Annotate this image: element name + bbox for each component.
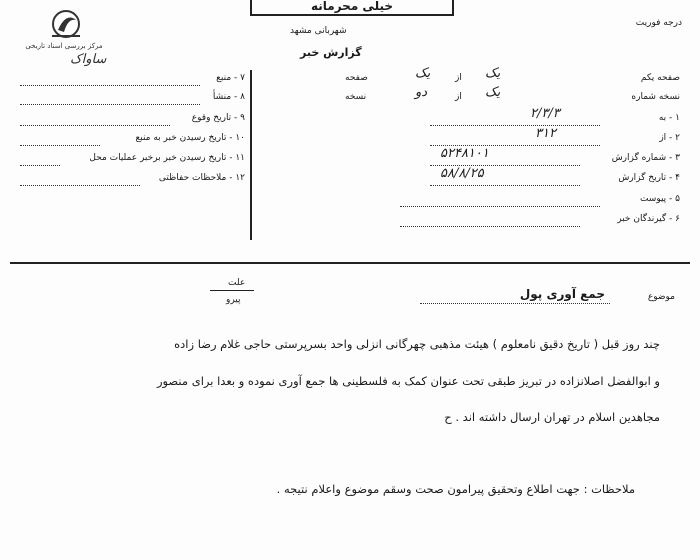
- field-security-notes-label: ۱۲ - ملاحظات حفاظتی: [158, 173, 245, 183]
- field-recipients-dots: [400, 225, 580, 227]
- subject-side-label-2: پیرو: [226, 295, 241, 305]
- subject-value: جمع آوری پول: [519, 287, 605, 301]
- field-from-label: ۲ - از: [659, 133, 680, 143]
- field-to-value: ۲/۳/۳: [530, 106, 560, 121]
- archive-logo: [14, 8, 114, 54]
- page-of-label: از: [455, 73, 462, 83]
- field-report-number-value: ۵۲۴۸۱۰۱: [440, 146, 489, 161]
- copy-total-handwritten: دو: [415, 85, 428, 100]
- department-label: شهربانی مشهد: [290, 26, 347, 36]
- copy-word: نسخه: [345, 92, 367, 102]
- field-page-label: صفحه یکم: [640, 73, 680, 83]
- field-origin-label: ۸ - منشأ: [212, 92, 245, 102]
- column-divider: [250, 70, 252, 240]
- field-origin-dots: [20, 103, 200, 105]
- field-report-number-label: ۳ - شماره گزارش: [611, 153, 680, 163]
- field-source-received-label: ۱۰ - تاریخ رسیدن خبر به منبع: [135, 133, 245, 143]
- subject-side-rule: [210, 290, 254, 291]
- archive-emblem-icon: [14, 8, 114, 42]
- field-to-dots: [430, 124, 600, 126]
- field-event-date-label: ۹ - تاریخ وقوع: [191, 113, 245, 123]
- field-attachment-label: ۵ - پیوست: [639, 194, 680, 204]
- field-source-received-dots: [20, 144, 100, 146]
- page-word: صفحه: [345, 73, 368, 83]
- body-line-2: و ابوالفضل اصلانزاده در تبریز طبقی تحت عنوان کمک به فلسطینی ها جمع آوری نموده و بعدا برای منصور: [156, 374, 660, 388]
- field-recipients-label: ۶ - گیرندگان خبر: [617, 214, 680, 224]
- field-local-received-dots: [20, 164, 60, 166]
- subject-label: موضوع: [647, 292, 675, 302]
- field-attachment-dots: [400, 205, 600, 207]
- field-from-value: ۳۱۲: [535, 126, 556, 141]
- field-to-label: ۱ - به: [658, 113, 680, 123]
- remark-text: ملاحظات : جهت اطلاع وتحقیق پیرامون صحت وسقم موضوع واعلام نتیجه .: [276, 482, 635, 496]
- field-local-received-label: ۱۱ - تاریخ رسیدن خبر برخبر عملیات محل: [89, 153, 245, 163]
- field-security-notes-dots: [20, 184, 140, 186]
- copy-of-label: از: [455, 92, 462, 102]
- field-event-date-dots: [20, 124, 170, 126]
- field-report-date-label: ۴ - تاریخ گزارش: [618, 173, 680, 183]
- handwritten-note: ساواک: [70, 52, 107, 67]
- page-number-handwritten: یک: [485, 66, 501, 81]
- classification-stamp: خیلی محرمانه: [250, 0, 454, 16]
- field-source-dots: [20, 84, 200, 86]
- body-line-1: چند روز قبل ( تاریخ دقیق نامعلوم ) هیئت مذهبی چهرگانی انزلی واحد بسرپرستی حاجی غلام رضا زاده: [174, 337, 660, 351]
- subject-side-label-1: علت: [228, 278, 246, 288]
- report-title: گزارش خبر: [300, 46, 362, 59]
- copy-number-handwritten: یک: [485, 85, 501, 100]
- body-line-3: مجاهدین اسلام در تهران ارسال داشته اند . ح: [444, 410, 660, 424]
- field-copy-label: نسخه شماره: [631, 92, 680, 102]
- subject-dots: [420, 302, 610, 304]
- page-total-handwritten: یک: [415, 66, 431, 81]
- field-report-date-dots: [430, 184, 580, 186]
- field-source-label: ۷ - منبع: [216, 73, 245, 83]
- urgency-label: درجه فوریت: [635, 18, 682, 28]
- logo-caption: مرکز بررسی اسناد تاریخی: [25, 42, 103, 50]
- section-divider: [10, 262, 690, 264]
- field-report-date-value: ۵۸/۸/۲۵: [440, 166, 484, 181]
